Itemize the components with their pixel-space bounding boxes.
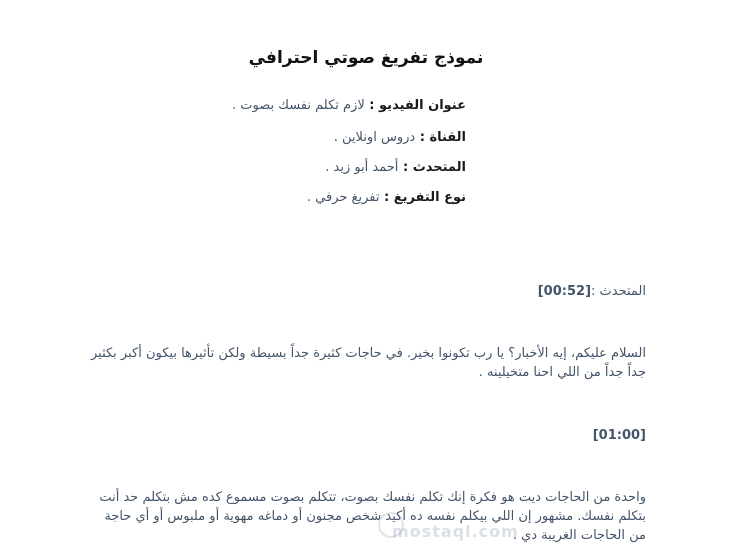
- meta-separator: :: [379, 190, 394, 205]
- segment-timestamp: [01:00]: [592, 428, 646, 443]
- segment-2-text: واحدة من الحاجات ديت هو فكرة إنك تكلم نفسك بصوت، تتكلم بصوت مسموع كده مش بتكلم حد أنت بتكلم نفسك. مشهور إن اللي بيكلم نفسه ده أكيد شخص مجنون أو دماغه مهوية أو ملبوس أو أي حاجة من الحاجات الغريبة دي .: [99, 490, 646, 543]
- segment-1-text: السلام عليكم، إيه الأخبار؟ يا رب تكونوا بخير. في حاجات كثيرة جداً بسيطة ولكن تأثيرها بيكون أكبر بكثير جداً جداً من اللي احنا متخيلينه .: [90, 346, 646, 380]
- meta-value: لازم تكلم نفسك بصوت .: [232, 98, 365, 113]
- watermark: mostaql.com: [392, 522, 519, 541]
- segment-1-header: [538, 284, 646, 299]
- meta-key: المتحدث: [412, 160, 466, 175]
- segment-2-header: [593, 428, 646, 443]
- meta-value: تفريغ حرفي .: [306, 190, 380, 205]
- meta-transcription-type: [46, 190, 466, 205]
- meta-key: نوع التفريغ: [393, 190, 466, 205]
- meta-key: عنوان الفيديو: [379, 98, 466, 113]
- meta-video-title: [46, 98, 466, 113]
- meta-separator: :: [398, 160, 413, 175]
- meta-key: القناة: [429, 130, 466, 145]
- document-title: نموذج تفريغ صوتي احترافي: [248, 48, 484, 68]
- segment-timestamp: [00:52]: [537, 284, 592, 299]
- meta-speaker: [46, 160, 466, 175]
- meta-channel: [46, 130, 466, 145]
- meta-value: أحمد أبو زيد .: [325, 160, 399, 175]
- meta-value: دروس اونلاين .: [333, 130, 416, 145]
- segment-speaker: المتحدث :: [591, 284, 646, 299]
- meta-separator: :: [415, 130, 430, 145]
- meta-separator: :: [364, 98, 380, 113]
